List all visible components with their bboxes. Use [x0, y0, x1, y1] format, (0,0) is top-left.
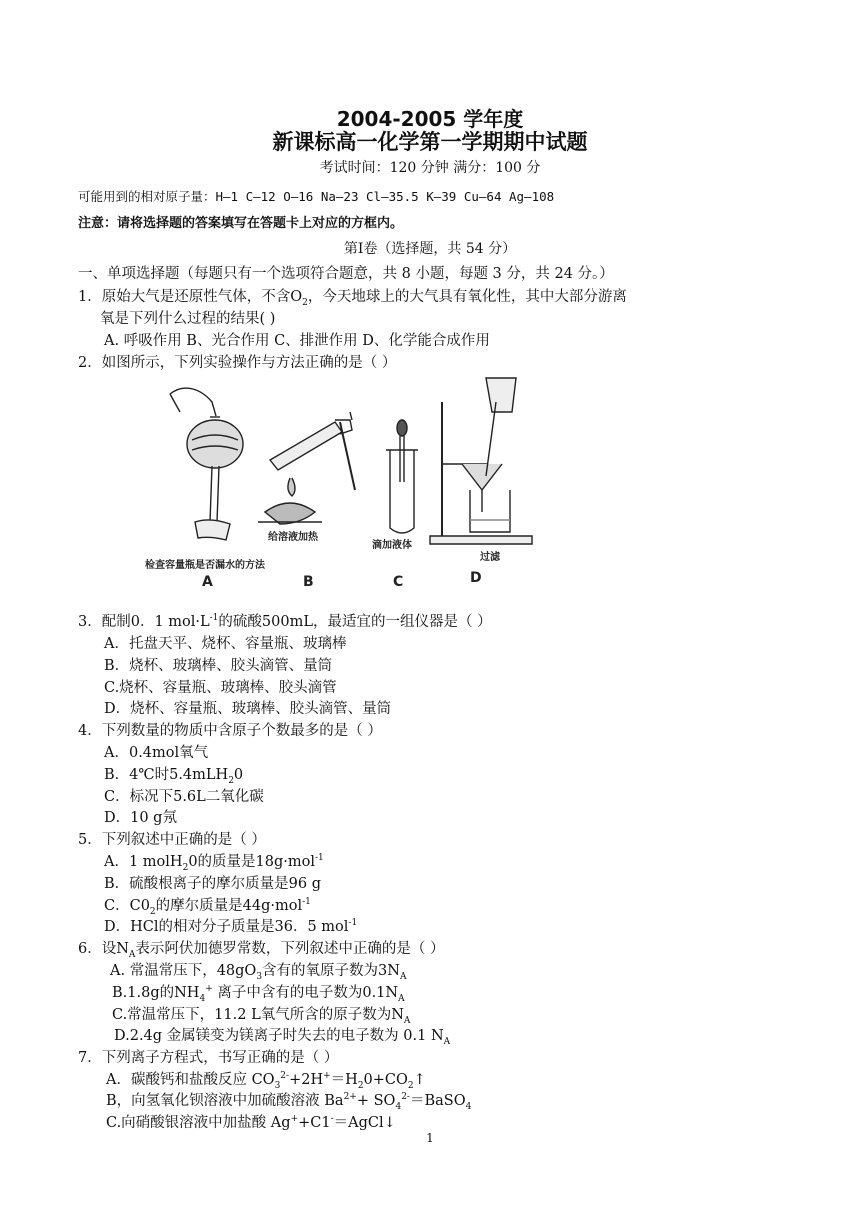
q7-option-a — [106, 1068, 426, 1091]
q3-stem-b: 的硫酸500mL，最适宜的一组仪器是（ ） — [218, 614, 492, 630]
q4-stem: 4．下列数量的物质中含原子个数最多的是（ ） — [78, 723, 382, 739]
q7-b-sup2: 2- — [401, 1092, 410, 1103]
q5-a-text: A．1 molH — [104, 854, 183, 870]
q7-a-sub1: 3 — [274, 1080, 281, 1091]
q7-b-sub: 4 — [395, 1101, 402, 1112]
q5-stem: 5．下列叙述中正确的是（ ） — [78, 832, 266, 848]
q7-option-b — [106, 1089, 471, 1112]
q5-option-c — [104, 894, 311, 917]
q7-a-text4: 0+CO — [363, 1072, 408, 1088]
q4-b-sub: 2 — [228, 775, 234, 786]
q4-option-c: C．标况下5.6L二氧化碳 — [104, 789, 264, 805]
q6-b-sub2: A — [398, 993, 405, 1004]
q4-option-a: A．0.4mol氧气 — [104, 745, 209, 761]
q6-c-sub: A — [403, 1015, 411, 1026]
exam-title: 新课标高一化学第一学期期中试题 — [272, 130, 588, 154]
q7-c-text: C.向硝酸银溶液中加盐酸 Ag — [106, 1115, 291, 1131]
q1-stem — [78, 285, 627, 308]
q3-sup: -1 — [209, 613, 219, 624]
page-number: 1 — [426, 1131, 434, 1145]
q6-a-sub2: A — [399, 971, 407, 982]
q7-a-text3: ＝H — [330, 1072, 358, 1088]
q4-option-b — [104, 763, 243, 786]
q7-a-text2: +2H — [289, 1072, 324, 1088]
dropper-illustration — [386, 420, 418, 533]
q6-option-d — [114, 1024, 450, 1047]
fig-a-letter: A — [202, 574, 213, 590]
q4-b-text: B．4℃时5.4mLH — [104, 767, 229, 783]
q3-stem-a: 3．配制0．1 mol·L — [78, 614, 210, 630]
q6-stem-b: 表示阿伏加德罗常数，下列叙述中正确的是（ ） — [135, 941, 445, 957]
q7-a-arrow: ↑ — [413, 1072, 426, 1088]
q5-a-sup: -1 — [315, 853, 324, 864]
q6-d-sub: A — [443, 1036, 451, 1047]
fig-d-letter: D — [470, 570, 482, 586]
q7-a-sup1: 2- — [280, 1071, 290, 1082]
q6-c-text: C.常温常压下，11.2 L氧气所含的原子数为N — [112, 1007, 404, 1023]
fig-c-letter: C — [393, 574, 404, 590]
filtration-illustration — [430, 378, 532, 544]
q6-a-sub: 3 — [256, 971, 263, 982]
q3-option-b: B．烧杯、玻璃棒、胶头滴管、量筒 — [104, 658, 333, 674]
q7-b-sup1: 2+ — [343, 1092, 357, 1103]
q6-d-text: D.2.4g 金属镁变为镁离子时失去的电子数为 0.1 N — [114, 1028, 444, 1044]
q7-option-c — [106, 1111, 396, 1132]
q6-option-b — [112, 981, 405, 1004]
flask-illustration — [170, 388, 243, 540]
fig-a-caption: 检查容量瓶是否漏水的方法 — [145, 560, 265, 571]
q1-stem-text-a: 1．原始大气是还原性气体，不含O — [78, 289, 303, 305]
q6-stem-a: 6．设N — [78, 941, 129, 957]
q7-c-sup: + — [290, 1114, 299, 1125]
lab-figure — [140, 372, 560, 592]
q3-option-c: C.烧杯、容量瓶、玻璃棒、胶头滴管 — [104, 680, 337, 696]
q6-b-text2: 离子中含有的电子数为0.1N — [212, 985, 399, 1001]
q7-c-sup2: - — [330, 1114, 334, 1125]
q6-b-text: B.1.8g的NH — [112, 985, 200, 1001]
q5-option-a — [104, 850, 324, 873]
q5-c-text: C．C0 — [104, 898, 150, 914]
q3-stem — [78, 610, 492, 631]
q7-b-text: B，向氢氧化钡溶液中加硫酸溶液 Ba — [106, 1093, 344, 1109]
q5-c-sup: -1 — [302, 897, 311, 908]
q5-d-text: D．HCl的相对分子质量是36．5 mol — [104, 919, 349, 935]
exam-info: 考试时间：120 分钟 满分：100 分 — [319, 160, 541, 176]
part1-heading: 一、单项选择题（每题只有一个选项符合题意，共 8 小题，每题 3 分，共 24 分。） — [78, 266, 614, 282]
q1-stem-line2: 氧是下列什么过程的结果( ) — [100, 311, 276, 327]
atomic-masses: 可能用到的相对原子量：H—1 C—12 O—16 Na—23 Cl—35.5 K—39 Cu—64 Ag—108 — [78, 189, 555, 204]
q7-b-sub2: 4 — [465, 1101, 472, 1112]
fig-d-caption: 过滤 — [480, 552, 500, 563]
q7-a-sub2: 2 — [357, 1080, 364, 1091]
q6-option-c — [112, 1003, 410, 1026]
fig-b-caption: 给溶液加热 — [268, 532, 318, 543]
q5-c-text2: 的摩尔质量是44g·mol — [155, 898, 303, 914]
section-title: 第Ⅰ卷（选择题，共 54 分） — [343, 241, 517, 257]
q6-a-text: A. 常温常压下，48gO — [110, 963, 257, 979]
q4-option-d: D．10 g氖 — [104, 810, 177, 826]
q1-stem-text-b: ，今天地球上的大气具有氧化性，其中大部分游离 — [307, 289, 627, 305]
alcohol-lamp-illustration — [258, 412, 355, 524]
q6-option-a — [110, 959, 406, 982]
exam-year: 2004-2005 学年度 — [336, 107, 524, 131]
q6-b-sub: 4 — [199, 993, 206, 1004]
q6-a-text2: 含有的氧原子数为3N — [262, 963, 400, 979]
q7-stem: 7．下列离子方程式，书写正确的是（ ） — [78, 1050, 339, 1066]
q5-c-sub: 2 — [149, 906, 156, 917]
q7-a-sub3: 2 — [407, 1080, 414, 1091]
q7-b-text3: ＝BaSO — [409, 1093, 466, 1109]
q7-a-text: A．碳酸钙和盐酸反应 CO — [106, 1072, 275, 1088]
q3-option-a: A．托盘天平、烧杯、容量瓶、玻璃棒 — [104, 636, 347, 652]
q5-option-b: B．硫酸根离子的摩尔质量是96 g — [104, 876, 321, 892]
q6-stem-sub: A — [128, 949, 136, 960]
q7-b-text2: + SO — [356, 1093, 396, 1109]
q7-a-sup2: + — [323, 1071, 331, 1082]
fig-b-letter: B — [303, 574, 314, 590]
q5-option-d — [104, 915, 357, 936]
q5-d-sup: -1 — [348, 918, 358, 929]
q6-b-sup: + — [205, 984, 213, 995]
q3-option-d: D．烧杯、容量瓶、玻璃棒、胶头滴管、量筒 — [104, 701, 392, 717]
q7-c-text2: +C1 — [298, 1115, 331, 1131]
q4-b-text2: 0 — [233, 767, 244, 783]
q5-a-sub: 2 — [182, 862, 189, 873]
q7-c-text3: ＝AgCl↓ — [333, 1115, 396, 1131]
q5-a-text2: 0的质量是18g·mol — [188, 854, 315, 870]
q6-stem — [78, 937, 445, 960]
notice: 注意：请将选择题的答案填写在答题卡上对应的方框内。 — [78, 216, 404, 231]
q1-sub: 2 — [302, 297, 308, 308]
q1-options: A. 呼吸作用 B、光合作用 C、排泄作用 D、化学能合成作用 — [104, 333, 490, 349]
q2-stem: 2．如图所示，下列实验操作与方法正确的是（ ） — [78, 355, 397, 371]
fig-c-caption: 滴加液体 — [372, 540, 412, 551]
